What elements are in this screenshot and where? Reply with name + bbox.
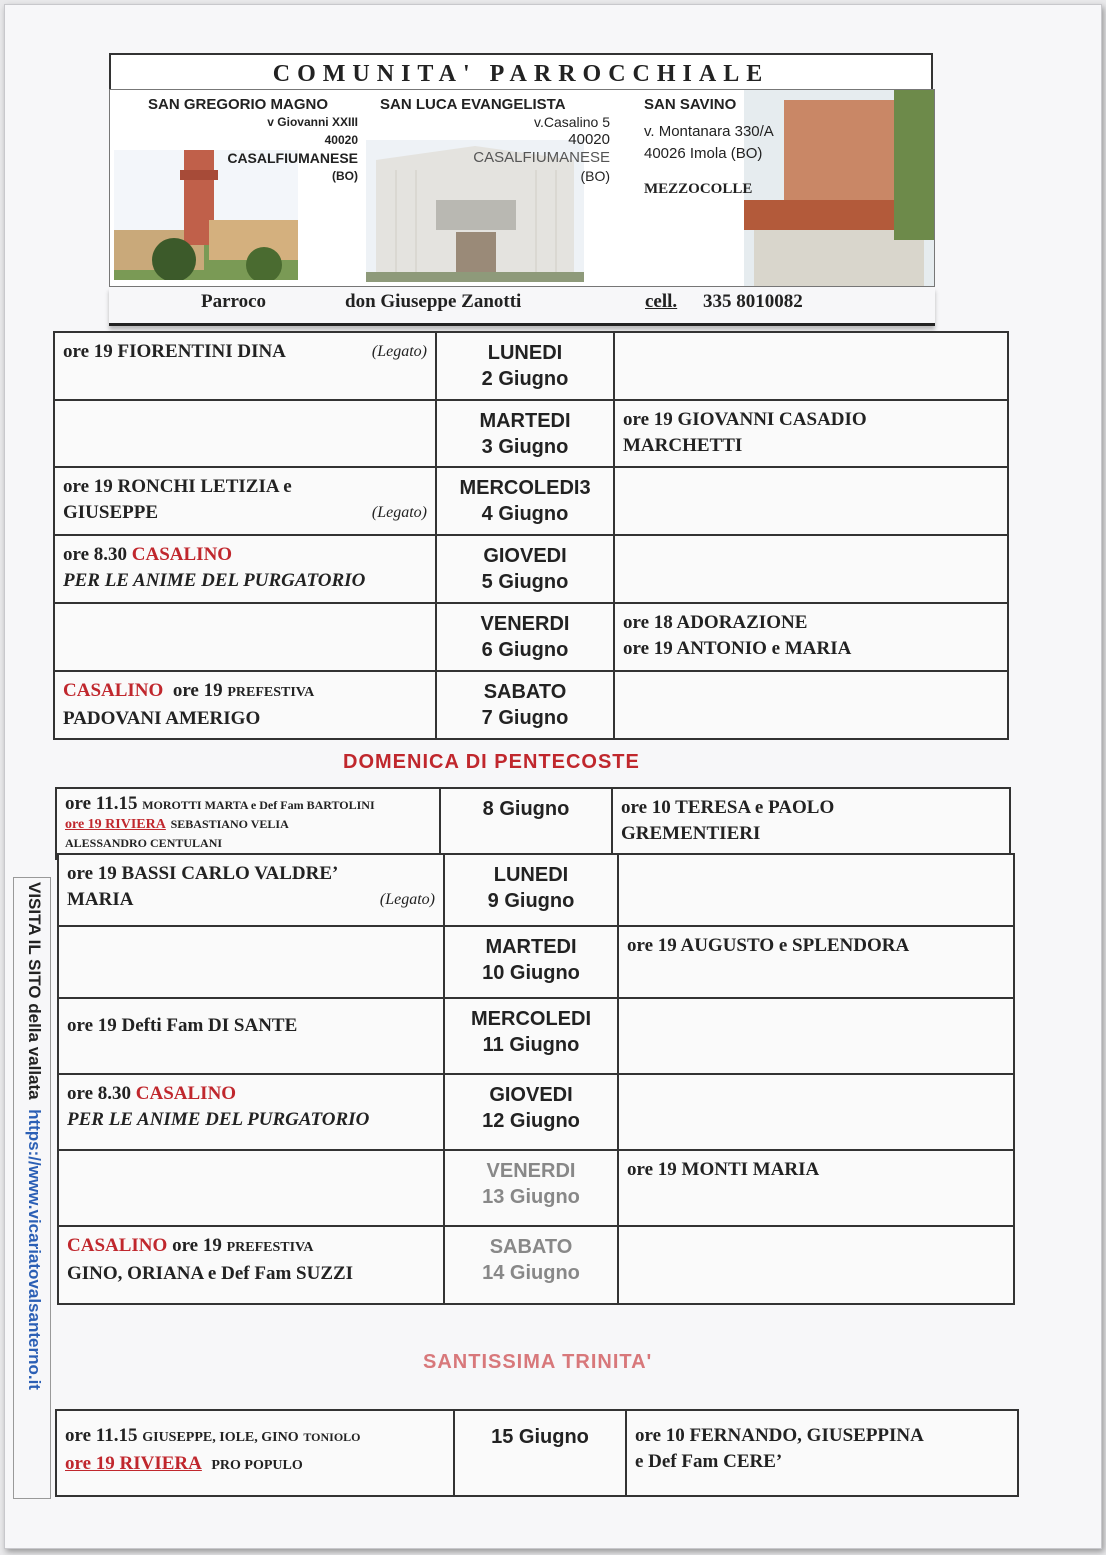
visit-site-label: VISITA IL SITO della vallata — [25, 882, 44, 1100]
right-cell — [618, 854, 1014, 926]
mass-intention: ore 10 FERNANDO, GIUSEPPINA — [635, 1425, 924, 1446]
legato-note: (Legato) — [371, 504, 427, 521]
parroco-footer — [109, 287, 935, 326]
date: 9 Giugno — [487, 890, 575, 912]
day-cell — [436, 400, 614, 467]
weekday: GIOVEDI — [483, 545, 567, 567]
table-row — [56, 788, 1010, 859]
date: 13 Giugno — [482, 1186, 580, 1208]
mass-intention: ore 19 ANTONIO e MARIA — [623, 638, 852, 659]
date: 14 Giugno — [482, 1262, 580, 1284]
left-cell — [58, 1226, 444, 1304]
mass-intention: PADOVANI AMERIGO — [63, 708, 261, 729]
parroco-label: Parroco — [201, 291, 267, 312]
left-cell — [56, 788, 440, 859]
mass-intention: GIUSEPPE — [63, 502, 159, 523]
parish-address-line: CASALFIUMANESE — [473, 149, 610, 166]
table-row — [54, 332, 1008, 400]
table-row — [56, 1410, 1018, 1496]
date: 2 Giugno — [481, 368, 569, 390]
day-cell — [436, 332, 614, 400]
mass-intention: ore 19 BASSI CARLO VALDRE’ — [67, 863, 339, 884]
week2-schedule-table — [57, 853, 1015, 1305]
weekday: MERCOLEDI — [471, 1008, 591, 1030]
left-cell — [58, 1074, 444, 1150]
left-cell — [58, 998, 444, 1074]
day-cell — [444, 998, 618, 1074]
weekday: MERCOLEDI3 — [459, 477, 591, 499]
date: 3 Giugno — [481, 436, 569, 458]
mass-intention: e Def Fam CERE’ — [635, 1451, 783, 1472]
weekday: SABATO — [483, 681, 567, 703]
mass-place: CASALINO — [63, 680, 164, 701]
mass-time: ore 19 — [172, 680, 223, 701]
prefestiva-tag: PREFESTIVA — [227, 685, 315, 700]
parish-address-line: 40026 Imola (BO) — [644, 145, 763, 162]
weekday: LUNEDI — [487, 342, 563, 364]
table-row — [58, 1074, 1014, 1150]
mass-intention: ore 19 RONCHI LETIZIA e — [63, 476, 292, 497]
date: 4 Giugno — [481, 503, 569, 525]
pentecoste-table — [55, 787, 1011, 860]
riviera-link: ore 19 RIVIERA — [65, 1453, 202, 1474]
mass-time: ore 11.15 — [65, 1425, 138, 1446]
parishes-banner — [109, 89, 935, 287]
left-cell — [54, 671, 436, 739]
day-cell — [444, 854, 618, 926]
weekday: VENERDI — [486, 1160, 576, 1182]
parish-address-line: (BO) — [332, 169, 358, 183]
mass-time: ore 19 — [172, 1235, 222, 1256]
day-cell — [444, 1074, 618, 1150]
left-cell — [58, 926, 444, 998]
right-cell — [614, 400, 1008, 467]
bulletin-sheet — [4, 4, 1102, 1549]
table-row — [54, 603, 1008, 671]
mass-intention: ore 18 ADORAZIONE — [623, 612, 808, 633]
parish-address-line: (BO) — [580, 168, 610, 184]
right-cell — [614, 671, 1008, 739]
weekday: MARTEDI — [485, 936, 577, 958]
date: 11 Giugno — [482, 1034, 580, 1056]
riviera-link: ore 19 RIVIERA — [65, 817, 166, 832]
left-cell — [54, 467, 436, 535]
weekday: LUNEDI — [493, 864, 569, 886]
left-cell — [54, 332, 436, 400]
right-cell — [614, 467, 1008, 535]
mass-intention: ore 19 GIOVANNI CASADIO — [623, 409, 867, 430]
cell-label: cell. — [645, 291, 678, 312]
left-cell — [56, 1410, 454, 1496]
left-cell — [54, 603, 436, 671]
parish-name: SAN LUCA EVANGELISTA — [380, 96, 566, 113]
parish-address-line: 40020 — [324, 133, 358, 147]
mass-intention: SEBASTIANO VELIA — [170, 817, 289, 831]
parish-san-gregorio — [148, 96, 358, 185]
weekday: GIOVEDI — [489, 1084, 573, 1106]
mass-intention-surname: TONIOLO — [303, 1430, 361, 1444]
day-cell — [436, 671, 614, 739]
table-row — [58, 926, 1014, 998]
mass-intention: GINO, ORIANA e Def Fam SUZZI — [67, 1263, 354, 1284]
right-cell — [626, 1410, 1018, 1496]
left-cell — [54, 535, 436, 603]
mass-time: ore 8.30 — [67, 1083, 132, 1104]
mass-place: CASALINO — [135, 1083, 237, 1104]
mass-intention: PER LE ANIME DEL PURGATORIO — [63, 570, 366, 591]
day-cell — [436, 467, 614, 535]
mass-intention: ore 19 MONTI MARIA — [627, 1159, 820, 1180]
parish-san-luca — [380, 96, 610, 185]
website-banner — [24, 882, 44, 1390]
table-row — [54, 671, 1008, 739]
right-cell — [618, 998, 1014, 1074]
mass-place: CASALINO — [131, 544, 233, 565]
day-cell — [454, 1410, 626, 1496]
mass-intention: ore 10 TERESA e PAOLO — [621, 797, 835, 818]
mass-intention: ALESSANDRO CENTULANI — [65, 836, 223, 850]
right-cell — [618, 1226, 1014, 1304]
table-row — [54, 535, 1008, 603]
prefestiva-tag: PREFESTIVA — [226, 1240, 314, 1255]
mass-intention: ore 19 FIORENTINI DINA — [63, 341, 286, 362]
mass-time: ore 11.15 — [65, 793, 138, 814]
parish-address-line: MEZZOCOLLE — [644, 181, 753, 197]
website-sidebar — [13, 877, 51, 1499]
parish-address-line: v.Casalino 5 — [533, 114, 610, 130]
date: 12 Giugno — [482, 1110, 580, 1132]
mass-place: CASALINO — [67, 1235, 168, 1256]
mass-intention: ore 19 Defti Fam DI SANTE — [67, 1015, 298, 1036]
weekday: SABATO — [489, 1236, 573, 1258]
mass-intention: GIUSEPPE, IOLE, GINO — [142, 1430, 299, 1445]
parish-address-line: v Giovanni XXIII — [267, 115, 358, 129]
date: 6 Giugno — [481, 639, 569, 661]
weekday: MARTEDI — [479, 410, 571, 432]
date: 8 Giugno — [482, 798, 570, 820]
day-cell — [436, 603, 614, 671]
right-cell — [618, 1150, 1014, 1226]
date: 10 Giugno — [482, 962, 580, 984]
mass-intention: ore 19 AUGUSTO e SPLENDORA — [627, 935, 910, 956]
right-cell — [618, 1074, 1014, 1150]
section-heading-trinita: SANTISSIMA TRINITA' — [423, 1351, 653, 1373]
mass-intention: PER LE ANIME DEL PURGATORIO — [67, 1109, 370, 1130]
community-title: COMUNITA' PARROCCHIALE — [109, 53, 933, 91]
parish-san-savino — [644, 96, 884, 198]
parish-header — [109, 53, 935, 323]
mass-time: ore 8.30 — [63, 544, 128, 565]
section-heading-pentecoste: DOMENICA DI PENTECOSTE — [343, 751, 640, 773]
left-cell — [58, 1150, 444, 1226]
mass-intention: PRO POPULO — [211, 1458, 303, 1473]
mass-intention: MOROTTI MARTA e Def Fam BARTOLINI — [142, 798, 375, 812]
mass-intention: GREMENTIERI — [621, 823, 761, 844]
right-cell — [614, 603, 1008, 671]
day-cell — [436, 535, 614, 603]
date: 7 Giugno — [481, 707, 569, 729]
weekday: VENERDI — [480, 613, 570, 635]
table-row — [54, 400, 1008, 467]
table-row — [58, 1226, 1014, 1304]
day-cell — [444, 1150, 618, 1226]
table-row — [58, 854, 1014, 926]
day-cell — [440, 788, 612, 859]
parish-name: SAN SAVINO — [644, 96, 737, 113]
left-cell — [58, 854, 444, 926]
mass-intention: MARCHETTI — [623, 435, 743, 456]
day-cell — [444, 926, 618, 998]
table-row — [54, 467, 1008, 535]
week1-schedule-table — [53, 331, 1009, 740]
parish-address-line: v. Montanara 330/A — [644, 123, 774, 140]
date: 5 Giugno — [481, 571, 569, 593]
left-cell — [54, 400, 436, 467]
parroco-name: don Giuseppe Zanotti — [345, 291, 522, 312]
right-cell — [618, 926, 1014, 998]
table-row — [58, 1150, 1014, 1226]
day-cell — [444, 1226, 618, 1304]
legato-note: (Legato) — [371, 343, 427, 360]
legato-note: (Legato) — [379, 891, 435, 908]
parish-name: SAN GREGORIO MAGNO — [148, 96, 329, 113]
table-row — [58, 998, 1014, 1074]
cell-number: 335 8010082 — [703, 291, 803, 312]
date: 15 Giugno — [491, 1426, 589, 1448]
mass-intention: MARIA — [67, 889, 134, 910]
right-cell — [612, 788, 1010, 859]
website-link[interactable]: https://www.vicariatovalsanterno.it — [25, 1109, 44, 1390]
right-cell — [614, 535, 1008, 603]
trinita-table — [55, 1409, 1019, 1497]
right-cell — [614, 332, 1008, 400]
parish-address-line: 40020 — [568, 131, 610, 148]
parish-address-line: CASALFIUMANESE — [227, 150, 358, 166]
